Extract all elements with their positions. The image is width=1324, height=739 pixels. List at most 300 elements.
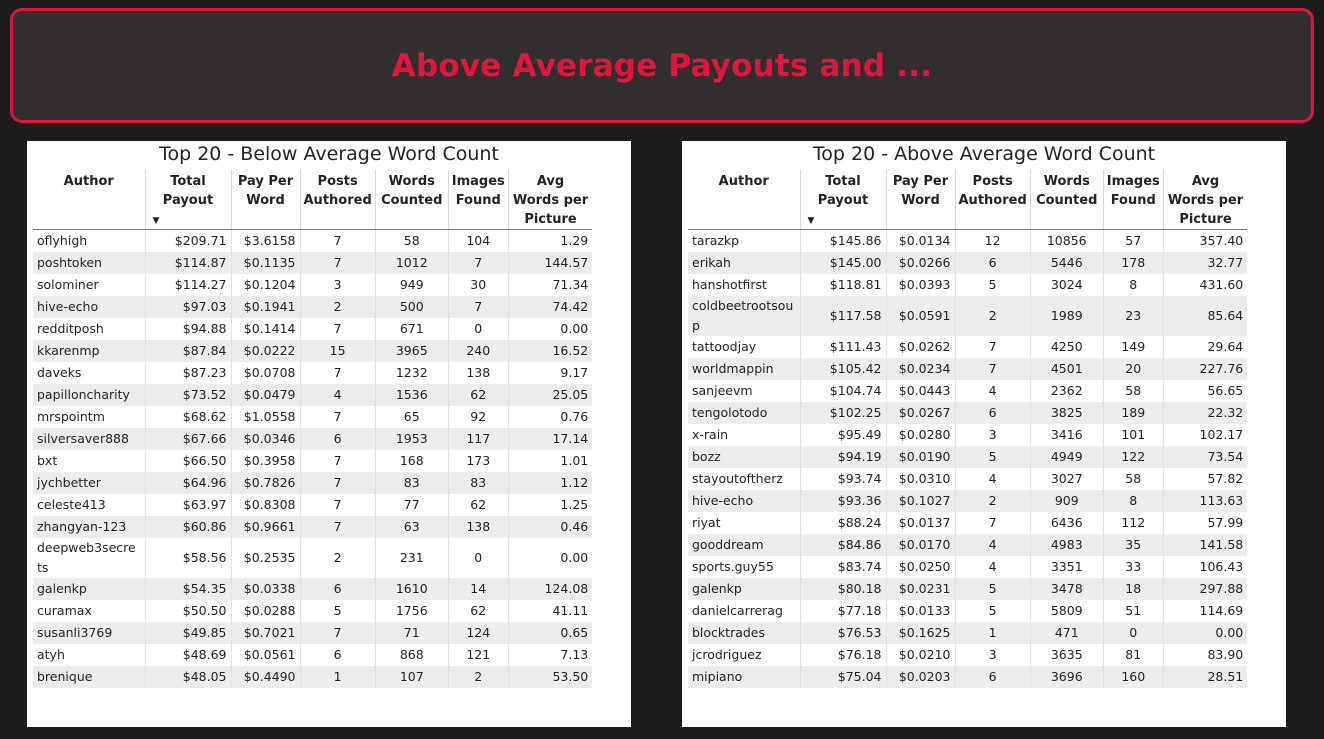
table-row[interactable]: [688, 578, 1247, 600]
images-found-cell: 2: [448, 666, 508, 688]
pay-per-word-cell: $0.0170: [886, 534, 955, 556]
table-row[interactable]: [33, 472, 592, 494]
table-row[interactable]: [688, 296, 1247, 336]
words-counted-cell: 500: [375, 296, 448, 318]
posts-authored-cell: 7: [955, 358, 1030, 380]
pay-per-word-cell: $0.0479: [231, 384, 300, 406]
pay-per-word-cell: $1.0558: [231, 406, 300, 428]
table-row[interactable]: [33, 666, 592, 688]
author-cell: atyh: [37, 647, 65, 662]
table-row[interactable]: [33, 252, 592, 274]
total-payout-cell: $117.58: [800, 296, 886, 336]
column-header-label: Total Payout: [817, 174, 869, 208]
author-cell: sanjeevm: [692, 383, 753, 398]
posts-authored-cell: 7: [955, 512, 1030, 534]
table-row[interactable]: [688, 666, 1247, 688]
author-cell: curamax: [37, 603, 92, 618]
images-found-cell: 0: [1103, 622, 1163, 644]
pay-per-word-cell: $0.0210: [886, 644, 955, 666]
pay-per-word-cell: $0.0266: [886, 252, 955, 274]
images-found-cell: 83: [448, 472, 508, 494]
total-payout-cell: $48.69: [145, 644, 231, 666]
table-row[interactable]: [33, 384, 592, 406]
total-payout-cell: $66.50: [145, 450, 231, 472]
author-cell: erikah: [688, 252, 800, 274]
total-payout-cell: $80.18: [800, 578, 886, 600]
total-payout-cell: $68.62: [145, 406, 231, 428]
words-counted-cell: 65: [375, 406, 448, 428]
table-row[interactable]: [688, 230, 1247, 253]
avg-words-cell: 124.08: [508, 578, 592, 600]
column-header-author[interactable]: Author: [688, 170, 800, 230]
total-payout-cell: $118.81: [800, 274, 886, 296]
table-row[interactable]: [688, 512, 1247, 534]
posts-authored-cell: 6: [955, 666, 1030, 688]
author-cell: susanli3769: [33, 622, 145, 644]
posts-authored-cell: 6: [300, 644, 375, 666]
total-payout-cell: $95.49: [800, 424, 886, 446]
total-payout-cell: $50.50: [145, 600, 231, 622]
total-payout-cell: $48.05: [145, 666, 231, 688]
pay-per-word-cell: $0.0346: [231, 428, 300, 450]
table-row[interactable]: [688, 358, 1247, 380]
images-found-cell: 58: [1103, 380, 1163, 402]
avg-words-cell: 1.29: [508, 230, 592, 253]
column-header-words-counted[interactable]: Words Counted: [1030, 170, 1103, 230]
posts-authored-cell: 4: [300, 384, 375, 406]
author-cell: riyat: [692, 515, 721, 530]
avg-words-cell: 32.77: [1163, 252, 1247, 274]
images-found-cell: 23: [1103, 296, 1163, 336]
words-counted-cell: 58: [375, 230, 448, 253]
avg-words-cell: 83.90: [1163, 644, 1247, 666]
pay-per-word-cell: $0.0190: [886, 446, 955, 468]
images-found-cell: 33: [1103, 556, 1163, 578]
total-payout-cell: $209.71: [145, 230, 231, 253]
avg-words-cell: 53.50: [508, 666, 592, 688]
images-found-cell: 112: [1103, 512, 1163, 534]
words-counted-cell: 6436: [1030, 512, 1103, 534]
images-found-cell: 8: [1103, 490, 1163, 512]
words-counted-cell: 3027: [1030, 468, 1103, 490]
author-cell: papilloncharity: [33, 384, 145, 406]
posts-authored-cell: 6: [300, 578, 375, 600]
author-cell: deepweb3secrets: [37, 540, 136, 575]
table-row[interactable]: [688, 622, 1247, 644]
images-found-cell: 58: [1103, 468, 1163, 490]
column-header-avg-words[interactable]: Avg Words per Picture: [508, 170, 592, 230]
table-row[interactable]: [688, 336, 1247, 358]
images-found-cell: 189: [1103, 402, 1163, 424]
avg-words-cell: 57.99: [1163, 512, 1247, 534]
pay-per-word-cell: $0.1941: [231, 296, 300, 318]
author-cell: danielcarrerag: [692, 603, 783, 618]
avg-words-cell: 56.65: [1163, 380, 1247, 402]
avg-words-cell: 25.05: [508, 384, 592, 406]
words-counted-cell: 3024: [1030, 274, 1103, 296]
table-row[interactable]: [688, 446, 1247, 468]
table-row[interactable]: [33, 428, 592, 450]
pay-per-word-cell: $0.0708: [231, 362, 300, 384]
total-payout-cell: $73.52: [145, 384, 231, 406]
posts-authored-cell: 7: [955, 336, 1030, 358]
table-row[interactable]: [688, 534, 1247, 556]
author-cell: tattoodjay: [692, 339, 757, 354]
table-row[interactable]: [688, 490, 1247, 512]
author-cell: sports.guy55: [692, 559, 774, 574]
table-row[interactable]: [688, 274, 1247, 296]
posts-authored-cell: 3: [300, 274, 375, 296]
words-counted-cell: 5446: [1030, 252, 1103, 274]
images-found-cell: 7: [448, 252, 508, 274]
posts-authored-cell: 12: [955, 230, 1030, 253]
total-payout-cell: $76.18: [800, 644, 886, 666]
pay-per-word-cell: $0.0137: [886, 512, 955, 534]
column-header-label: Total Payout: [162, 174, 214, 208]
words-counted-cell: 3351: [1030, 556, 1103, 578]
images-found-cell: 7: [448, 296, 508, 318]
words-counted-cell: 10856: [1030, 230, 1103, 253]
below-average-table-body: [33, 230, 592, 689]
words-counted-cell: 168: [375, 450, 448, 472]
images-found-cell: 101: [1103, 424, 1163, 446]
author-cell: redditposh: [37, 321, 104, 336]
total-payout-cell: $114.27: [145, 274, 231, 296]
posts-authored-cell: 7: [300, 516, 375, 538]
table-row[interactable]: [33, 296, 592, 318]
avg-words-cell: 106.43: [1163, 556, 1247, 578]
pay-per-word-cell: $0.0338: [231, 578, 300, 600]
pay-per-word-cell: $0.0288: [231, 600, 300, 622]
words-counted-cell: 3825: [1030, 402, 1103, 424]
sort-descending-icon: ▼: [807, 216, 815, 226]
total-payout-cell: $75.04: [800, 666, 886, 688]
pay-per-word-cell: $0.1625: [886, 622, 955, 644]
table-row[interactable]: [33, 230, 592, 253]
avg-words-cell: 17.14: [508, 428, 592, 450]
total-payout-cell: $102.25: [800, 402, 886, 424]
words-counted-cell: 3635: [1030, 644, 1103, 666]
total-payout-cell: $105.42: [800, 358, 886, 380]
total-payout-cell: $87.23: [145, 362, 231, 384]
column-header-pay-per-word[interactable]: Pay Per Word: [231, 170, 300, 230]
total-payout-cell: $94.88: [145, 318, 231, 340]
column-header-images-found[interactable]: Images Found: [1103, 170, 1163, 230]
total-payout-cell: $93.36: [800, 490, 886, 512]
total-payout-cell: $64.96: [145, 472, 231, 494]
images-found-cell: 0: [448, 318, 508, 340]
below-average-panel: [27, 141, 631, 727]
images-found-cell: 124: [448, 622, 508, 644]
column-header-avg-words[interactable]: Avg Words per Picture: [1163, 170, 1247, 230]
pay-per-word-cell: $0.2535: [231, 538, 300, 578]
pay-per-word-cell: $0.0134: [886, 230, 955, 253]
posts-authored-cell: 7: [300, 252, 375, 274]
words-counted-cell: 1012: [375, 252, 448, 274]
column-header-total-payout[interactable]: [145, 170, 231, 230]
words-counted-cell: 1536: [375, 384, 448, 406]
author-cell: hanshotfirst: [692, 277, 767, 292]
avg-words-cell: 0.65: [508, 622, 592, 644]
posts-authored-cell: 4: [955, 380, 1030, 402]
words-counted-cell: 1989: [1030, 296, 1103, 336]
total-payout-cell: $77.18: [800, 600, 886, 622]
posts-authored-cell: 1: [300, 666, 375, 688]
posts-authored-cell: 7: [300, 406, 375, 428]
pay-per-word-cell: $0.0262: [886, 336, 955, 358]
words-counted-cell: 83: [375, 472, 448, 494]
images-found-cell: 30: [448, 274, 508, 296]
table-row[interactable]: [33, 340, 592, 362]
words-counted-cell: 4250: [1030, 336, 1103, 358]
column-header-author[interactable]: Author: [33, 170, 145, 230]
posts-authored-cell: 2: [300, 538, 375, 578]
pay-per-word-cell: $0.0591: [886, 296, 955, 336]
avg-words-cell: 71.34: [508, 274, 592, 296]
posts-authored-cell: 1: [955, 622, 1030, 644]
above-average-table-title: Top 20 - Above Average Word Count: [812, 143, 1156, 165]
author-cell: mipiano: [688, 666, 800, 688]
table-row[interactable]: [688, 380, 1247, 402]
avg-words-cell: 73.54: [1163, 446, 1247, 468]
author-cell: poshtoken: [33, 252, 145, 274]
avg-words-cell: 0.00: [1163, 622, 1247, 644]
avg-words-cell: 0.00: [508, 318, 592, 340]
avg-words-cell: 0.46: [508, 516, 592, 538]
words-counted-cell: 3416: [1030, 424, 1103, 446]
pay-per-word-cell: $0.7826: [231, 472, 300, 494]
images-found-cell: 149: [1103, 336, 1163, 358]
avg-words-cell: 1.01: [508, 450, 592, 472]
column-header-posts-authored[interactable]: Posts Authored: [955, 170, 1030, 230]
images-found-cell: 240: [448, 340, 508, 362]
avg-words-cell: 0.00: [508, 538, 592, 578]
table-row[interactable]: [33, 406, 592, 428]
author-cell: coldbeetrootsoup: [688, 296, 800, 336]
posts-authored-cell: 6: [955, 252, 1030, 274]
table-row[interactable]: [33, 318, 592, 340]
table-row[interactable]: [33, 494, 592, 516]
table-row[interactable]: [33, 644, 592, 666]
words-counted-cell: 4983: [1030, 534, 1103, 556]
below-average-table-title: Top 20 - Below Average Word Count: [159, 143, 499, 165]
posts-authored-cell: 5: [955, 446, 1030, 468]
images-found-cell: 138: [448, 362, 508, 384]
words-counted-cell: 671: [375, 318, 448, 340]
words-counted-cell: 5809: [1030, 600, 1103, 622]
avg-words-cell: 357.40: [1163, 230, 1247, 253]
table-row[interactable]: [33, 516, 592, 538]
avg-words-cell: 29.64: [1163, 336, 1247, 358]
avg-words-cell: 113.63: [1163, 490, 1247, 512]
pay-per-word-cell: $0.0133: [886, 600, 955, 622]
images-found-cell: 14: [448, 578, 508, 600]
pay-per-word-cell: $0.0310: [886, 468, 955, 490]
pay-per-word-cell: $0.0250: [886, 556, 955, 578]
total-payout-cell: $83.74: [800, 556, 886, 578]
images-found-cell: 62: [448, 494, 508, 516]
table-row[interactable]: [33, 362, 592, 384]
words-counted-cell: 107: [375, 666, 448, 688]
author-cell: blocktrades: [688, 622, 800, 644]
avg-words-cell: 431.60: [1163, 274, 1247, 296]
words-counted-cell: 868: [375, 644, 448, 666]
pay-per-word-cell: $0.0203: [886, 666, 955, 688]
words-counted-cell: 3965: [375, 340, 448, 362]
pay-per-word-cell: $0.0280: [886, 424, 955, 446]
column-header-total-payout[interactable]: [800, 170, 886, 230]
avg-words-cell: 114.69: [1163, 600, 1247, 622]
posts-authored-cell: 5: [955, 274, 1030, 296]
pay-per-word-cell: $0.8308: [231, 494, 300, 516]
posts-authored-cell: 6: [300, 428, 375, 450]
images-found-cell: 173: [448, 450, 508, 472]
images-found-cell: 0: [448, 538, 508, 578]
posts-authored-cell: 6: [955, 402, 1030, 424]
images-found-cell: 160: [1103, 666, 1163, 688]
table-row[interactable]: [33, 578, 592, 600]
posts-authored-cell: 2: [955, 490, 1030, 512]
avg-words-cell: 16.52: [508, 340, 592, 362]
total-payout-cell: $145.00: [800, 252, 886, 274]
pay-per-word-cell: $0.4490: [231, 666, 300, 688]
words-counted-cell: 1756: [375, 600, 448, 622]
posts-authored-cell: 5: [955, 600, 1030, 622]
pay-per-word-cell: $0.1027: [886, 490, 955, 512]
images-found-cell: 81: [1103, 644, 1163, 666]
images-found-cell: 138: [448, 516, 508, 538]
words-counted-cell: 231: [375, 538, 448, 578]
pay-per-word-cell: $0.9661: [231, 516, 300, 538]
posts-authored-cell: 7: [300, 230, 375, 253]
posts-authored-cell: 5: [300, 600, 375, 622]
total-payout-cell: $104.74: [800, 380, 886, 402]
author-cell: oflyhigh: [37, 233, 88, 248]
words-counted-cell: 949: [375, 274, 448, 296]
table-row[interactable]: [33, 622, 592, 644]
author-cell: daveks: [37, 365, 82, 380]
table-row[interactable]: [688, 556, 1247, 578]
images-found-cell: 121: [448, 644, 508, 666]
above-average-table: [688, 170, 1247, 688]
author-cell: silversaver888: [33, 428, 145, 450]
column-header-images-found[interactable]: Images Found: [448, 170, 508, 230]
author-cell: galenkp: [688, 578, 800, 600]
author-cell: bozz: [688, 446, 800, 468]
images-found-cell: 8: [1103, 274, 1163, 296]
total-payout-cell: $94.19: [800, 446, 886, 468]
author-cell: kkarenmp: [33, 340, 145, 362]
words-counted-cell: 77: [375, 494, 448, 516]
pay-per-word-cell: $0.0234: [886, 358, 955, 380]
images-found-cell: 117: [448, 428, 508, 450]
table-row[interactable]: [688, 468, 1247, 490]
images-found-cell: 62: [448, 384, 508, 406]
words-counted-cell: 4949: [1030, 446, 1103, 468]
author-cell: jychbetter: [33, 472, 145, 494]
author-cell: tarazkp: [692, 233, 740, 248]
images-found-cell: 122: [1103, 446, 1163, 468]
above-average-table-body: [688, 230, 1247, 689]
posts-authored-cell: 4: [955, 468, 1030, 490]
posts-authored-cell: 7: [300, 450, 375, 472]
words-counted-cell: 63: [375, 516, 448, 538]
total-payout-cell: $93.74: [800, 468, 886, 490]
words-counted-cell: 1232: [375, 362, 448, 384]
table-row[interactable]: [688, 252, 1247, 274]
total-payout-cell: $67.66: [145, 428, 231, 450]
pay-per-word-cell: $0.1414: [231, 318, 300, 340]
words-counted-cell: 1610: [375, 578, 448, 600]
total-payout-cell: $58.56: [145, 538, 231, 578]
images-found-cell: 104: [448, 230, 508, 253]
author-cell: stayoutoftherz: [692, 471, 783, 486]
pay-per-word-cell: $0.0443: [886, 380, 955, 402]
images-found-cell: 35: [1103, 534, 1163, 556]
below-average-table: [33, 170, 592, 688]
table-row[interactable]: [688, 424, 1247, 446]
total-payout-cell: $63.97: [145, 494, 231, 516]
pay-per-word-cell: $0.1204: [231, 274, 300, 296]
images-found-cell: 51: [1103, 600, 1163, 622]
pay-per-word-cell: $0.1135: [231, 252, 300, 274]
posts-authored-cell: 7: [300, 494, 375, 516]
author-cell: mrspointm: [37, 409, 105, 424]
pay-per-word-cell: $0.0222: [231, 340, 300, 362]
author-cell: jcrodriguez: [692, 647, 762, 662]
total-payout-cell: $49.85: [145, 622, 231, 644]
table-row[interactable]: [33, 538, 592, 578]
column-header-pay-per-word[interactable]: Pay Per Word: [886, 170, 955, 230]
pay-per-word-cell: $0.7021: [231, 622, 300, 644]
total-payout-cell: $97.03: [145, 296, 231, 318]
avg-words-cell: 227.76: [1163, 358, 1247, 380]
pay-per-word-cell: $0.3958: [231, 450, 300, 472]
posts-authored-cell: 2: [300, 296, 375, 318]
table-row[interactable]: [33, 274, 592, 296]
avg-words-cell: 1.25: [508, 494, 592, 516]
pay-per-word-cell: $0.0231: [886, 578, 955, 600]
author-cell: hive-echo: [33, 296, 145, 318]
column-header-posts-authored[interactable]: Posts Authored: [300, 170, 375, 230]
avg-words-cell: 102.17: [1163, 424, 1247, 446]
words-counted-cell: 1953: [375, 428, 448, 450]
posts-authored-cell: 7: [300, 622, 375, 644]
total-payout-cell: $111.43: [800, 336, 886, 358]
table-row[interactable]: [688, 402, 1247, 424]
posts-authored-cell: 4: [955, 556, 1030, 578]
total-payout-cell: $76.53: [800, 622, 886, 644]
words-counted-cell: 2362: [1030, 380, 1103, 402]
author-cell: bxt: [37, 453, 58, 468]
author-cell: zhangyan-123: [33, 516, 145, 538]
author-cell: solominer: [37, 277, 99, 292]
avg-words-cell: 297.88: [1163, 578, 1247, 600]
images-found-cell: 178: [1103, 252, 1163, 274]
posts-authored-cell: 4: [955, 534, 1030, 556]
images-found-cell: 92: [448, 406, 508, 428]
author-cell: galenkp: [33, 578, 145, 600]
posts-authored-cell: 7: [300, 318, 375, 340]
words-counted-cell: 471: [1030, 622, 1103, 644]
column-header-words-counted[interactable]: Words Counted: [375, 170, 448, 230]
table-row[interactable]: [688, 644, 1247, 666]
table-row[interactable]: [688, 600, 1247, 622]
total-payout-cell: $88.24: [800, 512, 886, 534]
table-row[interactable]: [33, 600, 592, 622]
posts-authored-cell: 5: [955, 578, 1030, 600]
table-row[interactable]: [33, 450, 592, 472]
